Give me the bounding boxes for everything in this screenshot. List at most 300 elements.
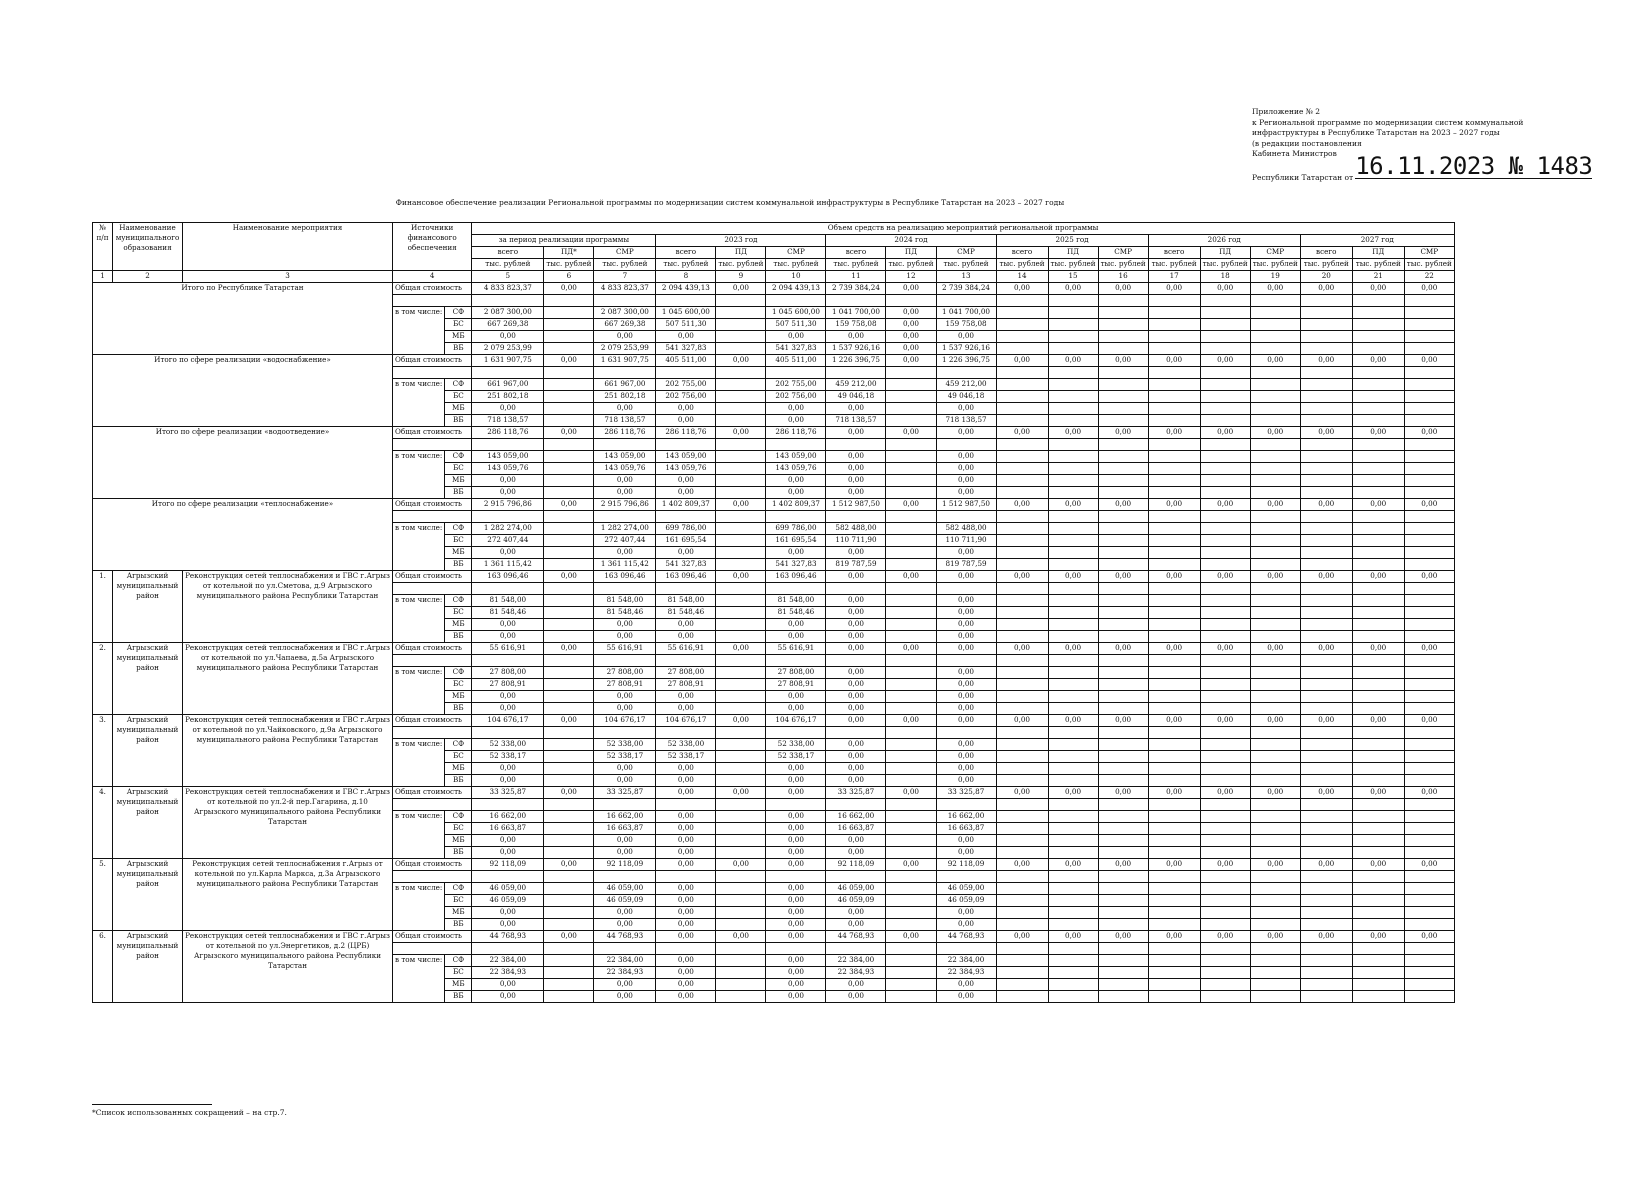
value-cell: 104 676,17 xyxy=(766,715,826,727)
value-cell: 33 325,87 xyxy=(594,787,656,799)
value-cell: 0,00 xyxy=(766,631,826,643)
empty-cell xyxy=(936,511,996,523)
value-cell: 0,00 xyxy=(656,991,716,1003)
empty-cell xyxy=(1300,703,1352,715)
value-cell: 1 045 600,00 xyxy=(766,307,826,319)
value-cell: 1 226 396,75 xyxy=(826,355,886,367)
value-cell: 52 338,00 xyxy=(472,739,544,751)
value-cell xyxy=(716,391,766,403)
value-cell: 0,00 xyxy=(1200,355,1250,367)
empty-cell xyxy=(1098,895,1148,907)
value-cell: 0,00 xyxy=(936,463,996,475)
empty-cell xyxy=(1098,619,1148,631)
value-cell: 0,00 xyxy=(996,355,1048,367)
empty-cell xyxy=(1250,967,1300,979)
value-cell xyxy=(886,751,936,763)
empty-cell xyxy=(1200,979,1250,991)
empty-cell xyxy=(1352,583,1404,595)
value-cell: 0,00 xyxy=(996,643,1048,655)
empty-cell xyxy=(1048,331,1098,343)
empty-cell xyxy=(936,295,996,307)
value-cell xyxy=(544,775,594,787)
empty-cell xyxy=(766,799,826,811)
empty-cell xyxy=(1352,775,1404,787)
empty-cell xyxy=(1250,811,1300,823)
value-cell: 161 695,54 xyxy=(766,535,826,547)
empty-cell xyxy=(1250,415,1300,427)
value-cell xyxy=(716,319,766,331)
value-cell: 2 739 384,24 xyxy=(936,283,996,295)
value-cell xyxy=(716,631,766,643)
empty-cell xyxy=(656,511,716,523)
empty-cell xyxy=(996,655,1048,667)
empty-cell xyxy=(1048,799,1098,811)
value-cell: 1 041 700,00 xyxy=(826,307,886,319)
value-cell: 0,00 xyxy=(886,859,936,871)
empty-cell xyxy=(1200,811,1250,823)
empty-cell xyxy=(996,979,1048,991)
value-cell: 0,00 xyxy=(766,823,826,835)
value-cell xyxy=(716,547,766,559)
column-number: 10 xyxy=(766,271,826,283)
value-cell xyxy=(886,703,936,715)
empty-cell xyxy=(544,511,594,523)
empty-cell xyxy=(1098,763,1148,775)
footnote-rule xyxy=(92,1104,212,1105)
empty-cell xyxy=(393,583,472,595)
empty-cell xyxy=(1200,595,1250,607)
value-cell: 0,00 xyxy=(826,979,886,991)
empty-cell xyxy=(1300,847,1352,859)
project-num: 4. xyxy=(93,787,113,859)
empty-cell xyxy=(1404,763,1454,775)
header-sub-pd: ПД xyxy=(716,247,766,259)
value-cell: 0,00 xyxy=(656,631,716,643)
empty-cell xyxy=(996,487,1048,499)
empty-cell xyxy=(1200,607,1250,619)
value-cell: 22 384,00 xyxy=(826,955,886,967)
value-cell: 667 269,38 xyxy=(594,319,656,331)
empty-cell xyxy=(886,511,936,523)
empty-cell xyxy=(594,367,656,379)
empty-cell xyxy=(1148,559,1200,571)
empty-cell xyxy=(1352,559,1404,571)
value-cell xyxy=(544,631,594,643)
value-cell: 0,00 xyxy=(826,631,886,643)
value-cell: 699 786,00 xyxy=(656,523,716,535)
empty-cell xyxy=(1148,655,1200,667)
value-cell: 0,00 xyxy=(766,883,826,895)
empty-cell xyxy=(1300,319,1352,331)
empty-cell xyxy=(1200,847,1250,859)
source-code: МБ xyxy=(445,619,472,631)
value-cell: 81 548,46 xyxy=(594,607,656,619)
empty-cell xyxy=(1098,331,1148,343)
header-units: тыс. рублей xyxy=(594,259,656,271)
value-cell xyxy=(886,619,936,631)
value-cell: 0,00 xyxy=(594,991,656,1003)
value-cell: 143 059,00 xyxy=(656,451,716,463)
value-cell: 55 616,91 xyxy=(472,643,544,655)
empty-cell xyxy=(1148,439,1200,451)
value-cell: 0,00 xyxy=(996,859,1048,871)
value-cell: 0,00 xyxy=(472,703,544,715)
empty-cell xyxy=(1250,703,1300,715)
value-cell: 0,00 xyxy=(544,787,594,799)
empty-cell xyxy=(1200,691,1250,703)
value-cell: 22 384,00 xyxy=(594,955,656,967)
value-cell: 2 087 300,00 xyxy=(472,307,544,319)
value-cell: 1 512 987,50 xyxy=(936,499,996,511)
value-cell: 0,00 xyxy=(1200,715,1250,727)
value-cell: 0,00 xyxy=(472,919,544,931)
project-event: Реконструкция сетей теплоснабжения г.Агрыз от котельной по ул.Карла Маркса, д.3а Агрызского муниципального района Республики Татарстан xyxy=(183,859,393,931)
value-cell: 0,00 xyxy=(1200,859,1250,871)
value-cell: 27 808,00 xyxy=(766,667,826,679)
value-cell: 0,00 xyxy=(1300,787,1352,799)
project-event: Реконструкция сетей теплоснабжения и ГВС г.Агрыз от котельной по ул.Чайковского, д.9а Агрызского муниципального района Республики Татарстан xyxy=(183,715,393,787)
value-cell: 0,00 xyxy=(1250,571,1300,583)
empty-cell xyxy=(1098,523,1148,535)
value-cell: 0,00 xyxy=(656,475,716,487)
source-code: СФ xyxy=(445,739,472,751)
empty-cell xyxy=(594,871,656,883)
value-cell xyxy=(886,763,936,775)
project-municipality: Агрызский муниципальный район xyxy=(113,931,183,1003)
value-cell xyxy=(544,451,594,463)
source-code: СФ xyxy=(445,595,472,607)
column-number: 18 xyxy=(1200,271,1250,283)
value-cell xyxy=(544,523,594,535)
value-cell: 1 631 907,75 xyxy=(472,355,544,367)
total-label: Общая стоимость xyxy=(393,571,472,583)
empty-cell xyxy=(1148,991,1200,1003)
empty-cell xyxy=(1148,307,1200,319)
value-cell xyxy=(544,559,594,571)
empty-cell xyxy=(393,367,472,379)
empty-cell xyxy=(1352,439,1404,451)
source-code: МБ xyxy=(445,403,472,415)
value-cell: 718 138,57 xyxy=(472,415,544,427)
value-cell: 110 711,90 xyxy=(826,535,886,547)
empty-cell xyxy=(1048,895,1098,907)
empty-cell xyxy=(1148,907,1200,919)
value-cell: 0,00 xyxy=(472,835,544,847)
source-code: СФ xyxy=(445,667,472,679)
empty-cell xyxy=(1148,475,1200,487)
value-cell: 4 833 823,37 xyxy=(594,283,656,295)
value-cell xyxy=(544,319,594,331)
empty-cell xyxy=(1200,763,1250,775)
empty-cell xyxy=(766,655,826,667)
value-cell xyxy=(544,919,594,931)
empty-cell xyxy=(1300,463,1352,475)
empty-cell xyxy=(1404,487,1454,499)
empty-cell xyxy=(1352,799,1404,811)
empty-cell xyxy=(1048,835,1098,847)
value-cell: 16 663,87 xyxy=(472,823,544,835)
empty-cell xyxy=(1250,295,1300,307)
empty-cell xyxy=(544,943,594,955)
value-cell: 0,00 xyxy=(594,763,656,775)
appendix-line: (в редакции постановления xyxy=(1252,138,1362,148)
empty-cell xyxy=(886,583,936,595)
header-units: тыс. рублей xyxy=(886,259,936,271)
header-sub-smr: СМР xyxy=(1098,247,1148,259)
empty-cell xyxy=(1200,991,1250,1003)
empty-cell xyxy=(1404,391,1454,403)
empty-cell xyxy=(393,295,472,307)
value-cell: 52 338,17 xyxy=(472,751,544,763)
value-cell: 0,00 xyxy=(1352,499,1404,511)
empty-cell xyxy=(1200,727,1250,739)
empty-cell xyxy=(936,655,996,667)
value-cell: 0,00 xyxy=(1300,427,1352,439)
empty-cell xyxy=(1200,631,1250,643)
empty-cell xyxy=(1300,559,1352,571)
value-cell: 541 327,83 xyxy=(766,559,826,571)
value-cell: 0,00 xyxy=(544,499,594,511)
empty-cell xyxy=(1352,307,1404,319)
value-cell: 0,00 xyxy=(1048,931,1098,943)
empty-cell xyxy=(716,655,766,667)
value-cell xyxy=(716,967,766,979)
empty-cell xyxy=(1200,871,1250,883)
value-cell: 33 325,87 xyxy=(936,787,996,799)
value-cell: 0,00 xyxy=(936,619,996,631)
empty-cell xyxy=(1250,319,1300,331)
value-cell: 1 512 987,50 xyxy=(826,499,886,511)
footnote: *Список использованных сокращений – на стр.7. xyxy=(92,1108,287,1117)
project-num: 6. xyxy=(93,931,113,1003)
value-cell xyxy=(544,739,594,751)
empty-cell xyxy=(656,655,716,667)
empty-cell xyxy=(1300,535,1352,547)
source-code: ВБ xyxy=(445,487,472,499)
value-cell: 582 488,00 xyxy=(826,523,886,535)
value-cell: 0,00 xyxy=(1048,355,1098,367)
value-cell: 159 758,08 xyxy=(826,319,886,331)
empty-cell xyxy=(393,871,472,883)
project-num: 2. xyxy=(93,643,113,715)
value-cell xyxy=(544,907,594,919)
value-cell: 27 808,00 xyxy=(472,667,544,679)
empty-cell xyxy=(656,583,716,595)
value-cell: 0,00 xyxy=(472,907,544,919)
empty-cell xyxy=(1352,331,1404,343)
empty-cell xyxy=(1352,667,1404,679)
value-cell: 0,00 xyxy=(472,763,544,775)
value-cell: 0,00 xyxy=(656,703,716,715)
value-cell: 0,00 xyxy=(594,619,656,631)
empty-cell xyxy=(996,835,1048,847)
value-cell: 819 787,59 xyxy=(936,559,996,571)
empty-cell xyxy=(1300,295,1352,307)
value-cell: 0,00 xyxy=(1300,499,1352,511)
value-cell xyxy=(886,415,936,427)
source-code: СФ xyxy=(445,379,472,391)
value-cell: 52 338,00 xyxy=(594,739,656,751)
empty-cell xyxy=(1048,307,1098,319)
empty-cell xyxy=(1352,703,1404,715)
empty-cell xyxy=(1404,583,1454,595)
value-cell xyxy=(544,463,594,475)
value-cell xyxy=(544,415,594,427)
empty-cell xyxy=(1300,967,1352,979)
empty-cell xyxy=(996,331,1048,343)
value-cell: 718 138,57 xyxy=(936,415,996,427)
value-cell: 0,00 xyxy=(936,331,996,343)
value-cell xyxy=(716,307,766,319)
empty-cell xyxy=(1300,367,1352,379)
value-cell: 0,00 xyxy=(1200,571,1250,583)
value-cell: 0,00 xyxy=(886,343,936,355)
value-cell: 0,00 xyxy=(936,751,996,763)
empty-cell xyxy=(996,811,1048,823)
empty-cell xyxy=(1404,703,1454,715)
value-cell: 16 663,87 xyxy=(594,823,656,835)
empty-cell xyxy=(826,439,886,451)
empty-cell xyxy=(1300,487,1352,499)
empty-cell xyxy=(1048,379,1098,391)
column-number: 15 xyxy=(1048,271,1098,283)
value-cell xyxy=(886,475,936,487)
value-cell: 0,00 xyxy=(656,919,716,931)
empty-cell xyxy=(996,739,1048,751)
empty-cell xyxy=(1250,475,1300,487)
empty-cell xyxy=(1048,511,1098,523)
empty-cell xyxy=(1300,403,1352,415)
value-cell: 0,00 xyxy=(716,859,766,871)
empty-cell xyxy=(1098,583,1148,595)
empty-cell xyxy=(1048,319,1098,331)
header-units: тыс. рублей xyxy=(1404,259,1454,271)
value-cell: 819 787,59 xyxy=(826,559,886,571)
value-cell xyxy=(544,595,594,607)
empty-cell xyxy=(1250,919,1300,931)
header-units: тыс. рублей xyxy=(1098,259,1148,271)
value-cell xyxy=(544,955,594,967)
empty-cell xyxy=(393,655,472,667)
empty-cell xyxy=(1098,775,1148,787)
value-cell xyxy=(544,883,594,895)
value-cell xyxy=(886,487,936,499)
empty-cell xyxy=(1048,823,1098,835)
empty-cell xyxy=(1098,919,1148,931)
value-cell xyxy=(544,895,594,907)
value-cell: 0,00 xyxy=(1352,787,1404,799)
empty-cell xyxy=(393,727,472,739)
value-cell xyxy=(716,487,766,499)
empty-cell xyxy=(544,727,594,739)
including-label: в том числе: xyxy=(393,811,445,859)
empty-cell xyxy=(1098,835,1148,847)
value-cell: 0,00 xyxy=(716,715,766,727)
empty-cell xyxy=(1404,343,1454,355)
source-code: БС xyxy=(445,895,472,907)
empty-cell xyxy=(1048,463,1098,475)
empty-cell xyxy=(1098,943,1148,955)
empty-cell xyxy=(996,727,1048,739)
column-number: 5 xyxy=(472,271,544,283)
project-num: 5. xyxy=(93,859,113,931)
empty-cell xyxy=(1200,751,1250,763)
value-cell: 0,00 xyxy=(1200,283,1250,295)
empty-cell xyxy=(1048,607,1098,619)
header-units: тыс. рублей xyxy=(1352,259,1404,271)
value-cell: 0,00 xyxy=(1200,643,1250,655)
empty-cell xyxy=(1250,463,1300,475)
empty-cell xyxy=(544,583,594,595)
value-cell xyxy=(886,391,936,403)
value-cell xyxy=(544,475,594,487)
value-cell xyxy=(886,691,936,703)
empty-cell xyxy=(1200,391,1250,403)
value-cell xyxy=(716,823,766,835)
value-cell: 0,00 xyxy=(826,667,886,679)
empty-cell xyxy=(1404,367,1454,379)
empty-cell xyxy=(1048,535,1098,547)
value-cell: 161 695,54 xyxy=(656,535,716,547)
empty-cell xyxy=(1048,415,1098,427)
empty-cell xyxy=(1098,559,1148,571)
empty-cell xyxy=(1048,679,1098,691)
value-cell: 163 096,46 xyxy=(766,571,826,583)
empty-cell xyxy=(996,619,1048,631)
empty-cell xyxy=(996,319,1048,331)
empty-cell xyxy=(1250,367,1300,379)
empty-cell xyxy=(1200,559,1250,571)
value-cell xyxy=(716,751,766,763)
value-cell: 143 059,00 xyxy=(766,451,826,463)
value-cell: 143 059,76 xyxy=(766,463,826,475)
empty-cell xyxy=(1048,811,1098,823)
value-cell xyxy=(716,523,766,535)
empty-cell xyxy=(594,799,656,811)
empty-cell xyxy=(1250,883,1300,895)
empty-cell xyxy=(544,439,594,451)
table-row xyxy=(93,643,1455,655)
value-cell: 0,00 xyxy=(656,835,716,847)
empty-cell xyxy=(1404,943,1454,955)
empty-cell xyxy=(1352,979,1404,991)
empty-cell xyxy=(1250,655,1300,667)
empty-cell xyxy=(1200,451,1250,463)
empty-cell xyxy=(1200,895,1250,907)
value-cell: 44 768,93 xyxy=(472,931,544,943)
value-cell: 1 631 907,75 xyxy=(594,355,656,367)
value-cell: 143 059,76 xyxy=(472,463,544,475)
empty-cell xyxy=(1352,415,1404,427)
empty-cell xyxy=(1300,631,1352,643)
value-cell: 0,00 xyxy=(826,331,886,343)
empty-cell xyxy=(1148,847,1200,859)
value-cell xyxy=(544,679,594,691)
empty-cell xyxy=(1404,835,1454,847)
project-municipality: Агрызский муниципальный район xyxy=(113,715,183,787)
value-cell: 0,00 xyxy=(656,883,716,895)
value-cell: 0,00 xyxy=(826,463,886,475)
value-cell: 0,00 xyxy=(594,487,656,499)
value-cell: 0,00 xyxy=(826,679,886,691)
value-cell: 0,00 xyxy=(826,763,886,775)
value-cell: 661 967,00 xyxy=(472,379,544,391)
value-cell: 0,00 xyxy=(766,835,826,847)
value-cell: 0,00 xyxy=(996,283,1048,295)
value-cell: 46 059,00 xyxy=(472,883,544,895)
empty-cell xyxy=(1098,907,1148,919)
empty-cell xyxy=(1404,595,1454,607)
